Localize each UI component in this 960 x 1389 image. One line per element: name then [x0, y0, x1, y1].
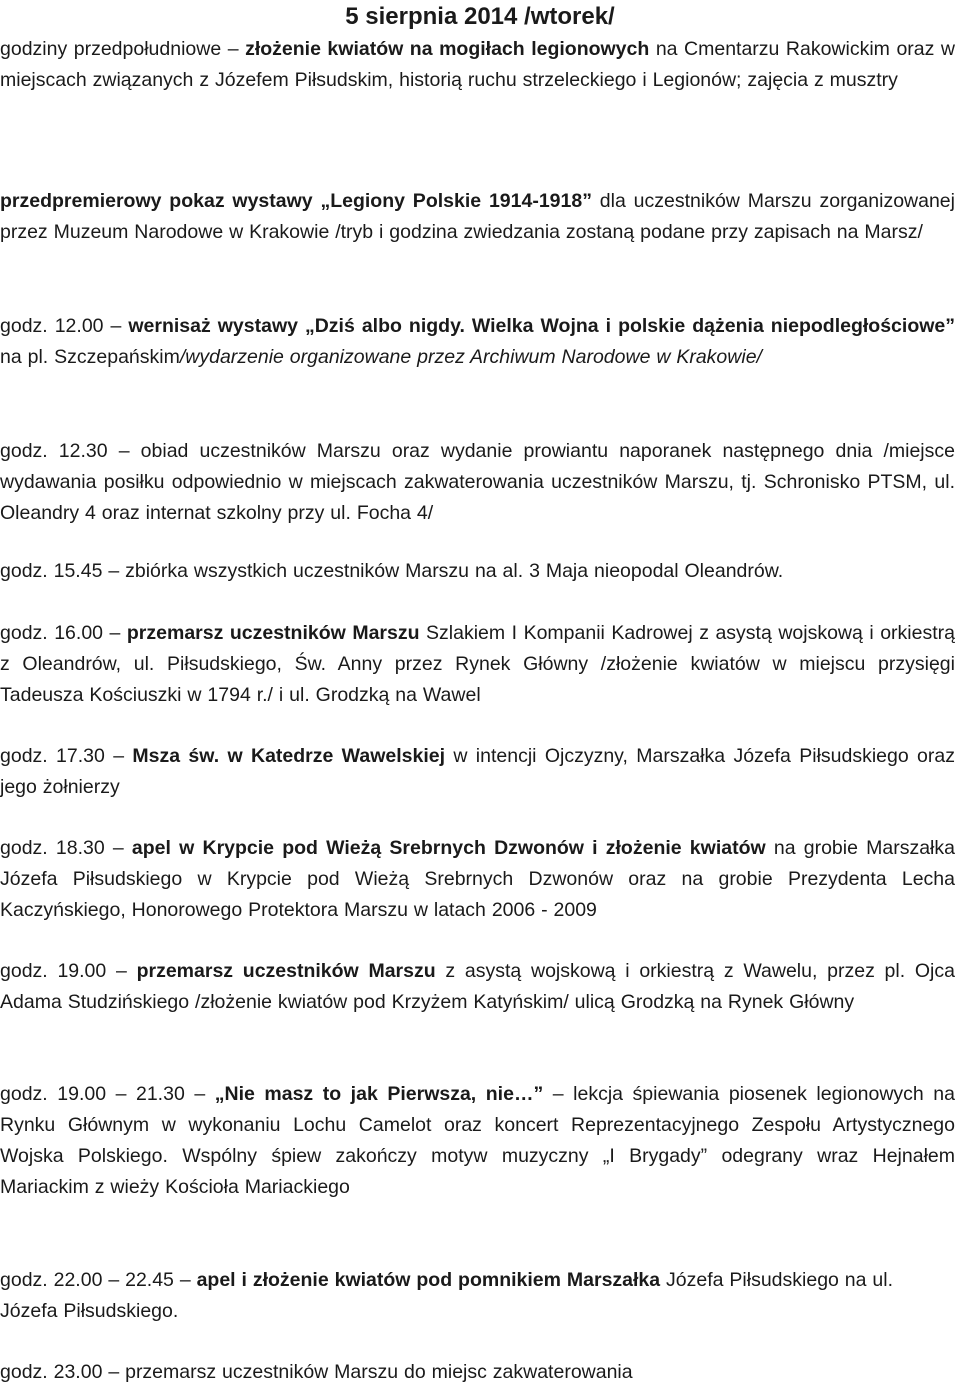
- text: godz. 17.30 –: [0, 745, 133, 767]
- text: z asystą wojskową i orkiestrą z Wawelu, przez pl. Ojca Adama Studzińskiego /złożenie kwiatów pod Krzyżem Katyńskim/ ulicą Grodzką na Rynek Główny: [0, 960, 955, 1013]
- text: dla uczestników Marszu zorganizowanej przez Muzeum Narodowe w Krakowie /tryb i godzina zwiedzania zostaną podane przy zapisach na Marsz/: [0, 190, 955, 243]
- paragraph-1545: [0, 556, 955, 587]
- text: godz. 16.00 –: [0, 622, 127, 644]
- text: godz. 12.00 –: [0, 315, 129, 337]
- bold-text: apel w Krypcie pod Wieżą Srebrnych Dzwonów i złożenie kwiatów: [131, 837, 766, 859]
- text: godz. 19.00 –: [0, 960, 137, 982]
- text: godz. 15.45 – zbiórka wszystkich uczestników Marszu na al. 3 Maja nieopodal Oleandrów.: [0, 560, 784, 582]
- bold-text: złożenie kwiatów na mogiłach legionowych: [245, 38, 650, 60]
- paragraph-1830: [0, 833, 955, 926]
- bold-text: przedpremierowy pokaz wystawy „Legiony Polskie 1914-1918”: [0, 190, 592, 212]
- paragraph-2200: [0, 1265, 955, 1327]
- bold-text: przemarsz uczestników Marszu: [136, 960, 436, 982]
- text: godz. 22.00 – 22.45 –: [0, 1269, 197, 1291]
- bold-text: przemarsz uczestników Marszu: [126, 622, 420, 644]
- paragraph-1230: [0, 436, 955, 529]
- text: na Cmentarzu Rakowickim oraz w miejscach związanych z Józefem Piłsudskim, historią ruchu strzeleckiego i Legionów; zajęcia z musztry: [0, 38, 955, 91]
- paragraph-1900-2130: [0, 1079, 955, 1203]
- text: godz. 18.30 –: [0, 837, 132, 859]
- paragraph-1900: [0, 956, 955, 1018]
- bold-text: Msza św. w Katedrze Wawelskiej: [132, 745, 446, 767]
- paragraph-1730: [0, 741, 955, 803]
- bold-text: apel i złożenie kwiatów pod pomnikiem Marszałka: [196, 1269, 661, 1291]
- text: godz. 19.00 – 21.30 –: [0, 1083, 215, 1105]
- paragraph-exhibition-preview: [0, 186, 955, 248]
- paragraph-1600: [0, 618, 955, 711]
- italic-text: /wydarzenie organizowane przez Archiwum Narodowe w Krakowie/: [179, 346, 762, 368]
- text: na pl. Szczepańskim: [0, 346, 180, 368]
- text: godz. 12.30 – obiad uczestników Marszu oraz wydanie prowiantu naporanek następnego dnia /miejsce wydawania posiłku odpowiednio w miejscach zakwaterowania uczestników Marszu, tj. Schronisko PTSM, ul. Oleandry 4 oraz internat szkolny przy ul. Focha 4/: [0, 440, 955, 524]
- page-title: 5 sierpnia 2014 /wtorek/: [345, 3, 615, 30]
- bold-text: wernisaż wystawy „Dziś albo nigdy. Wielka Wojna i polskie dążenia niepodległościowe”: [128, 315, 955, 337]
- text: – lekcja śpiewania piosenek legionowych na Rynku Głównym w wykonaniu Lochu Camelot oraz koncert Reprezentacyjnego Zespołu Artystycznego Wojska Polskiego. Wspólny śpiew zakończy motyw muzyczny „I Brygady” odegrany wraz Hejnałem Mariackim z wieży Kościoła Mariackiego: [0, 1083, 955, 1198]
- paragraph-morning: [0, 34, 955, 96]
- text: godz. 23.00 – przemarsz uczestników Marszu do miejsc zakwaterowania: [0, 1361, 633, 1383]
- text: godziny przedpołudniowe –: [0, 38, 246, 60]
- text: Józefa Piłsudskiego na ul. Józefa Piłsudskiego.: [0, 1269, 894, 1322]
- text: Szlakiem I Kompanii Kadrowej z asystą wojskową i orkiestrą z Oleandrów, ul. Piłsudskiego, Św. Anny przez Rynek Główny /złożenie kwiatów w miejscu przysięgi Tadeusza Kościuszki w 1794 r./ i ul. Grodzką na Wawel: [0, 622, 955, 706]
- paragraph-2300: [0, 1357, 955, 1388]
- text: na grobie Marszałka Józefa Piłsudskiego w Krypcie pod Wieżą Srebrnych Dzwonów oraz na grobie Prezydenta Lecha Kaczyńskiego, Honorowego Protektora Marszu w latach 2006 - 2009: [0, 837, 955, 921]
- text: w intencji Ojczyzny, Marszałka Józefa Piłsudskiego oraz jego żołnierzy: [0, 745, 955, 798]
- bold-text: „Nie masz to jak Pierwsza, nie…”: [214, 1083, 544, 1105]
- paragraph-1200: [0, 311, 955, 373]
